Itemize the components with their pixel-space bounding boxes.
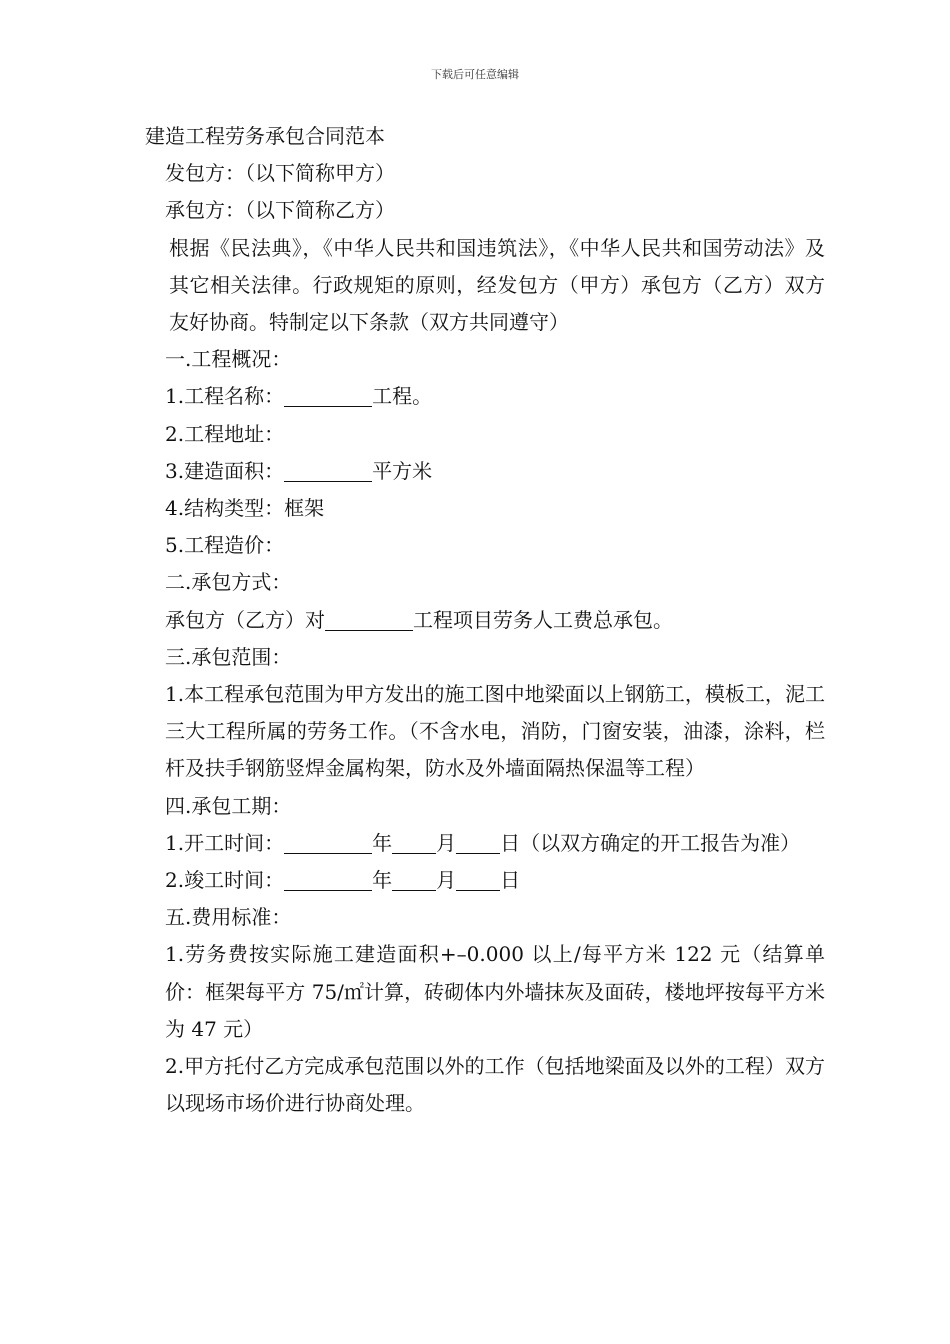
- scope-paragraph: 1.本工程承包范围为甲方发出的施工图中地梁面以上钢筋工，模板工，泥工三大工程所属的劳务工作。（不含水电，消防，门窗安装，油漆，涂料，栏杆及扶手钢筋竖焊金属构架，防水及外墙面隔热保温等工程）: [165, 682, 825, 781]
- project-name-blank: [284, 384, 372, 407]
- start-date-note: （以双方确定的开工报告为准）: [520, 830, 801, 855]
- intro-paragraph: 根据《民法典》，《中华人民共和国违筑法》，《中华人民共和国劳动法》及其它相关法律。行政规矩的原则，经发包方（甲方）承包方（乙方）双方友好协商。特制定以下条款（双方共同遵守）: [169, 235, 825, 335]
- contract-method-prefix: 承包方（乙方）对: [165, 607, 325, 632]
- start-year-blank: [284, 831, 372, 854]
- end-month-blank: [392, 868, 436, 891]
- building-area-label: 3.建造面积：: [165, 458, 285, 483]
- end-day-label: 日: [500, 868, 521, 893]
- building-area-unit: 平方米: [372, 458, 433, 483]
- start-month-label: 月: [436, 830, 457, 855]
- project-name-label: 1.工程名称：: [165, 384, 285, 409]
- project-address-line: 2.工程地址：: [165, 421, 285, 446]
- header-note: 下载后可任意编辑: [431, 68, 519, 81]
- contract-document: [145, 118, 825, 1122]
- end-day-blank: [456, 868, 500, 891]
- party-a-line: 发包方：（以下简称甲方）: [165, 161, 395, 186]
- start-date-paragraph: [145, 825, 825, 862]
- start-year-label: 年: [372, 830, 393, 855]
- section-2-heading: 二.承包方式：: [165, 570, 292, 595]
- project-name-line: [145, 378, 825, 415]
- section-4-heading: 四.承包工期：: [165, 793, 292, 818]
- end-date-label: 2.竣工时间：: [165, 868, 285, 893]
- start-month-blank: [392, 831, 436, 854]
- party-b-line: 承包方：（以下简称乙方）: [165, 198, 395, 223]
- contract-method-suffix: 工程项目劳务人工费总承包。: [413, 607, 673, 632]
- structure-type-line: 4.结构类型：框架: [165, 496, 325, 521]
- section-3-heading: 三.承包范围：: [165, 644, 292, 669]
- fee-paragraph-1: 1.劳务费按实际施工建造面积+–0.000 以上/每平方米 122 元（结算单价：框架每平方 75/㎡计算，砖砌体内外墙抹灰及面砖，楼地坪按每平方米为 47 元）: [165, 942, 825, 1041]
- end-date-line: [145, 862, 825, 899]
- contract-method-blank: [325, 608, 413, 631]
- end-year-label: 年: [372, 868, 393, 893]
- end-year-blank: [284, 868, 372, 891]
- section-5-heading: 五.费用标准：: [165, 905, 292, 930]
- start-date-label: 1.开工时间：: [165, 830, 285, 855]
- document-title: 建造工程劳务承包合同范本: [145, 124, 385, 148]
- project-name-suffix: 工程。: [372, 384, 433, 409]
- contract-method-line: [145, 602, 825, 639]
- start-day-blank: [456, 831, 500, 854]
- section-1-heading: 一.工程概况：: [165, 347, 292, 372]
- project-cost-line: 5.工程造价：: [165, 533, 285, 558]
- building-area-blank: [284, 459, 372, 482]
- building-area-line: [145, 453, 825, 490]
- fee-paragraph-2: 2.甲方托付乙方完成承包范围以外的工作（包括地梁面及以外的工程）双方以现场市场价进行协商处理。: [165, 1054, 825, 1116]
- start-day-label: 日: [500, 830, 521, 855]
- end-month-label: 月: [436, 868, 457, 893]
